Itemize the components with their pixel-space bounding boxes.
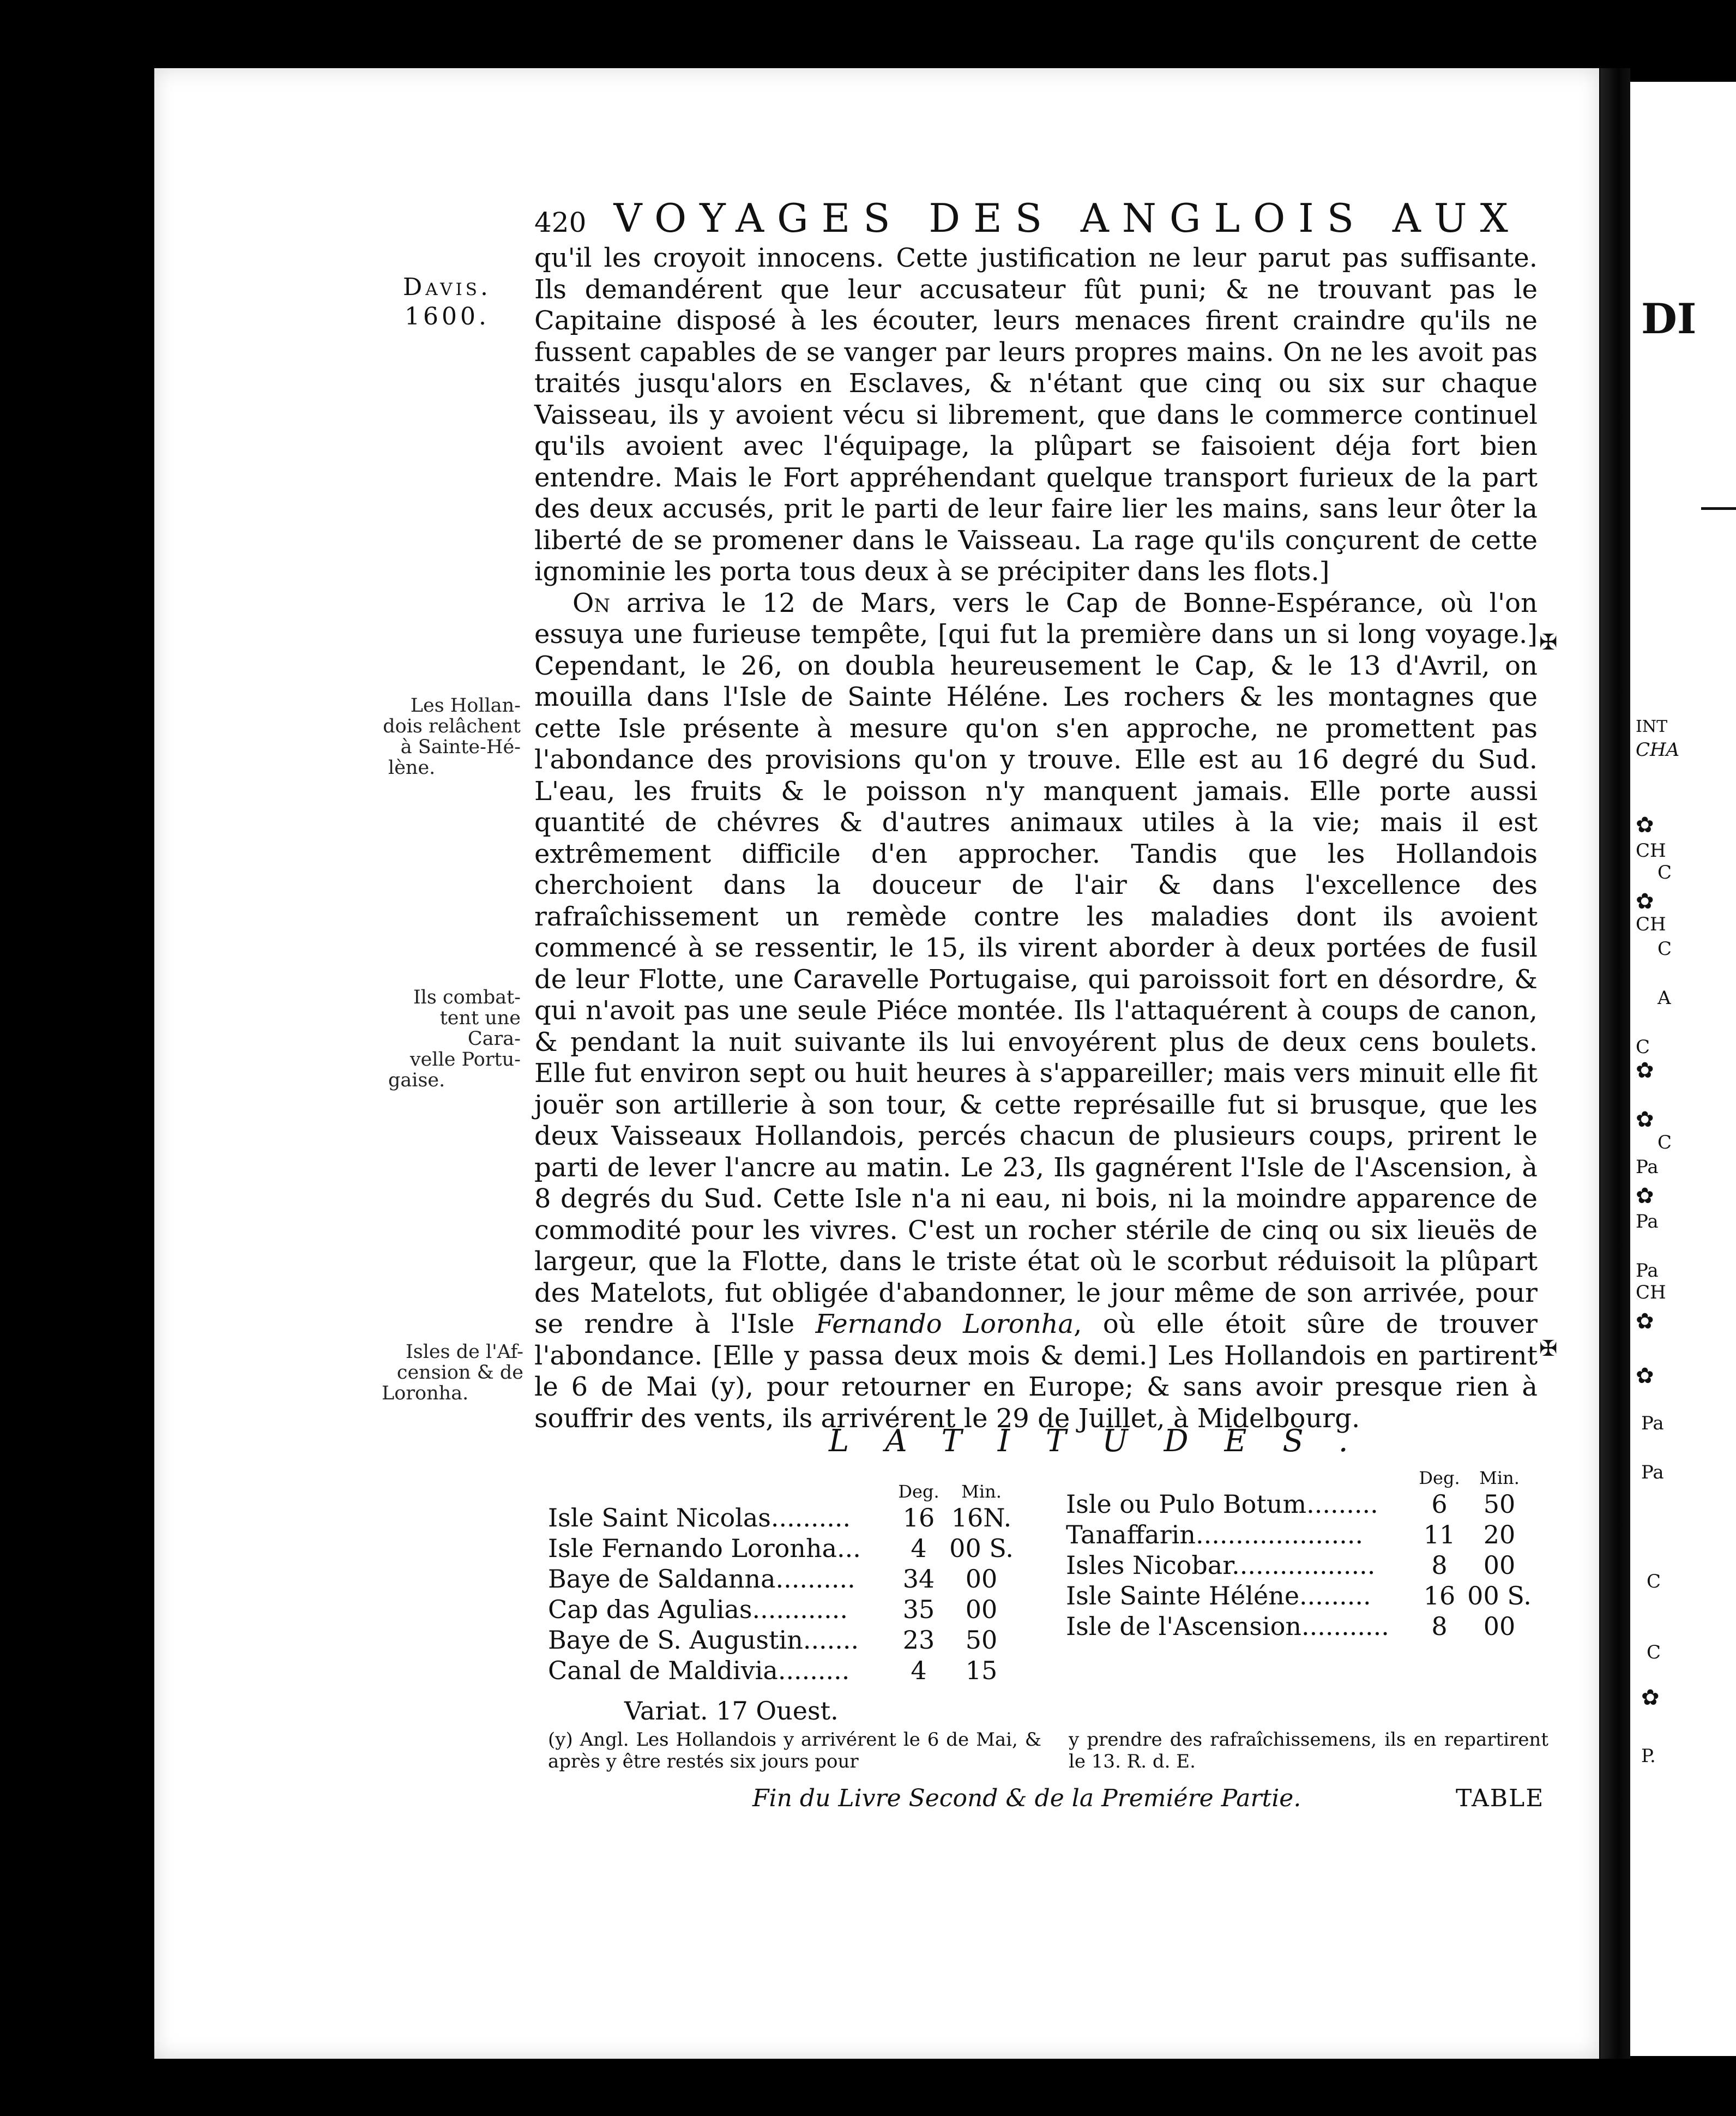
degree-value: 16 bbox=[1423, 1581, 1456, 1610]
minute-value: 50 bbox=[1483, 1489, 1516, 1519]
facing-item: C bbox=[1657, 1132, 1672, 1153]
place-name: Isle de l'Ascension........... bbox=[1066, 1612, 1389, 1641]
table-row bbox=[548, 1594, 1017, 1625]
margin-note-line: Loronha. bbox=[382, 1382, 469, 1404]
catchword: TABLE bbox=[1456, 1784, 1545, 1812]
place-name: Canal de Maldivia......... bbox=[548, 1656, 850, 1685]
place-name: Cap das Agulias............ bbox=[548, 1595, 848, 1624]
latitudes-title: LATITUDES. bbox=[829, 1423, 1384, 1459]
margin-year: 1600. bbox=[405, 303, 490, 330]
margin-note-line: à Sainte-Hé- bbox=[400, 736, 521, 758]
place-name: Isles Nicobar.................. bbox=[1066, 1550, 1376, 1580]
minute-value: 00 bbox=[965, 1595, 998, 1624]
footnote-right: y prendre des rafraîchissemens, ils en repartirent le 13. R. d. E. bbox=[1069, 1729, 1548, 1772]
facing-page-heading: DI bbox=[1641, 294, 1697, 343]
margin-note-line: lène. bbox=[388, 757, 436, 779]
margin-note-line: tent une Cara- bbox=[439, 1007, 521, 1050]
body-text bbox=[534, 243, 1538, 1434]
place-name: Isle Sainte Héléne......... bbox=[1066, 1581, 1371, 1610]
place-name: Isle ou Pulo Botum......... bbox=[1066, 1489, 1378, 1519]
facing-item: P. bbox=[1641, 1745, 1656, 1767]
paragraph-dropcap: On bbox=[572, 587, 611, 618]
place-name: Tanaffarin..................... bbox=[1066, 1520, 1364, 1549]
table-row bbox=[548, 1564, 1017, 1594]
degree-value: 35 bbox=[902, 1595, 935, 1624]
minute-value: 00 bbox=[1483, 1612, 1516, 1641]
cross-mark: ✠ bbox=[1539, 630, 1558, 655]
degree-value: 8 bbox=[1431, 1550, 1448, 1580]
margin-note-caravelle bbox=[382, 987, 521, 1091]
minute-value: 00 S. bbox=[949, 1534, 1014, 1563]
minute-value: 00 bbox=[965, 1564, 998, 1594]
col-deg-header: Deg. bbox=[898, 1481, 939, 1502]
variation-note: Variat. 17 Ouest. bbox=[624, 1696, 839, 1726]
degree-value: 34 bbox=[902, 1564, 935, 1594]
facing-item: CH bbox=[1636, 1282, 1666, 1303]
place-name: Baye de S. Augustin....... bbox=[548, 1625, 859, 1655]
table-row bbox=[1066, 1519, 1535, 1550]
minute-value: 16N. bbox=[951, 1503, 1012, 1532]
facing-item: ✿ bbox=[1636, 813, 1654, 838]
facing-item: CH bbox=[1636, 913, 1666, 935]
minute-value: 15 bbox=[965, 1656, 998, 1685]
facing-item: CHA bbox=[1636, 739, 1680, 761]
degree-value: 4 bbox=[911, 1534, 927, 1563]
facing-item: C bbox=[1647, 1642, 1661, 1663]
margin-note-line: cension & de bbox=[396, 1362, 523, 1384]
paragraph-2 bbox=[534, 588, 1538, 1435]
facing-item: CH bbox=[1636, 840, 1666, 862]
table-row bbox=[1066, 1550, 1535, 1580]
minute-value: 00 S. bbox=[1467, 1581, 1532, 1610]
running-header bbox=[534, 195, 1521, 241]
margin-note-line: gaise. bbox=[388, 1069, 445, 1091]
facing-item: ✿ bbox=[1636, 1058, 1654, 1083]
cross-mark: ✠ bbox=[1539, 1336, 1558, 1361]
degree-value: 4 bbox=[911, 1656, 927, 1685]
margin-note-line: dois relâchent bbox=[383, 716, 521, 737]
col-min-header: Min. bbox=[1479, 1468, 1520, 1488]
table-row bbox=[1066, 1489, 1535, 1519]
degree-value: 11 bbox=[1423, 1520, 1456, 1549]
facing-item: ✿ bbox=[1641, 1685, 1660, 1710]
col-min-header: Min. bbox=[961, 1481, 1002, 1502]
facing-item: C bbox=[1636, 1036, 1650, 1058]
latitudes-table-right bbox=[1066, 1467, 1535, 1642]
margin-note-line: velle Portu- bbox=[409, 1049, 521, 1071]
table-row bbox=[1066, 1611, 1535, 1642]
place-name: Isle Fernando Loronha... bbox=[548, 1534, 861, 1563]
facing-item: A bbox=[1657, 987, 1671, 1009]
margin-author-year bbox=[398, 273, 496, 332]
paragraph-2-italic: Fernando Loronha bbox=[815, 1309, 1074, 1339]
facing-item: Pa bbox=[1641, 1412, 1664, 1434]
margin-note-line: Isles de l'Af- bbox=[405, 1341, 523, 1363]
facing-item: ✿ bbox=[1636, 1107, 1654, 1132]
minute-value: 50 bbox=[965, 1625, 998, 1655]
facing-item: C bbox=[1657, 862, 1672, 883]
facing-item: ✿ bbox=[1636, 1363, 1654, 1388]
facing-item: INT bbox=[1636, 717, 1668, 736]
place-name: Baye de Saldanna.......... bbox=[548, 1564, 855, 1594]
col-deg-header: Deg. bbox=[1419, 1468, 1460, 1488]
paragraph-1: qu'il les croyoit innocens. Cette justification ne leur parut pas suffisante. Ils demandérent que leur accusateur fût puni; & ne trouvant pas le Capitaine disposé à les écouter, leurs menaces firent craindre qu'ils ne fussent capables de se vanger par leurs propres mains. On ne les avoit pas traités jusqu'alors en Esclaves, & n'étant que cinq ou six sur chaque Vaisseau, ils y avoient vécu si librement, que dans le commerce continuel qu'ils avoient avec l'équipage, la plûpart se faisoient déja fort bien entendre. Mais le Fort appréhendant quelque transport furieux de la part des deux accusés, prit le parti de leur faire lier les mains, sans leur ôter la liberté de se promener dans le Vaisseau. La rage qu'ils conçurent de cette ignominie les porta tous deux à se précipiter dans les flots.] bbox=[534, 243, 1538, 587]
footnote-left: (y) Angl. Les Hollandois y arrivérent le 6 de Mai, & après y être restés six jours pour bbox=[548, 1729, 1041, 1772]
paragraph-2-text-b: , où elle étoit sûre de trouver l'abondance. [Elle y passa deux mois & demi.] Les Hollandois en partirent le 6 de Mai (y), pour retourner en Europe; & sans avoir presque rien à souffrir des vents, ils arrivérent le 29 de Juillet, à Midelbourg. bbox=[534, 1309, 1538, 1434]
table-row bbox=[548, 1625, 1017, 1655]
margin-note-line: Ils combat- bbox=[413, 987, 521, 1008]
facing-page-rule bbox=[1701, 507, 1736, 510]
degree-value: 23 bbox=[902, 1625, 935, 1655]
facing-item: ✿ bbox=[1636, 1183, 1654, 1209]
degree-value: 16 bbox=[902, 1503, 935, 1532]
degree-value: 8 bbox=[1431, 1612, 1448, 1641]
paragraph-2-text-a: arriva le 12 de Mars, vers le Cap de Bonne-Espérance, où l'on essuya une furieuse tempête, [qui fut la première dans un si long voyage.] Cependant, le 26, on doubla heureusement le Cap, & le 13 d'Avril, on mouilla dans l'Isle de Sainte Héléne. Les rochers & les montagnes que cette Isle présente à mesure qu'on s'en approche, ne promettent pas l'abondance des provisions qu'on y trouve. Elle est au 16 degré du Sud. L'eau, les fruits & le poisson n'y manquent jamais. Elle porte aussi quantité de chévres & d'autres animaux utiles à la vie; mais il est extrêmement difficile d'en approcher. Tandis que les Hollandois cherchoient dans la douceur de l'air & dans l'excellence des rafraîchissement un remède contre les maladies dont ils avoient commencé à se ressentir, le 15, ils virent aborder à deux portées de fusil de leur Flotte, une Caravelle Portugaise, qui paroissoit fort en désordre, & qui n'avoit pas une seule Piéce montée. Ils l'attaquérent à coups de canon, & pendant la nuit suivante ils lui envoyérent plus de deux cens boulets. Elle fut environ sept ou huit heures à s'appareiller; mais vers minuit elle fit jouër son artillerie à son tour, & cette représaille fut si brusque, que les deux Vaisseaux Hollandois, percés chacun de plusieurs coups, prirent le parti de lever l'ancre au matin. Le 23, Ils gagnérent l'Isle de l'Ascension, à 8 degrés du Sud. Cette Isle n'a ni eau, ni bois, ni la moindre apparence de commodité pour les vivres. C'est un rocher stérile de cinq ou six lieuës de largeur, que la Flotte, dans le triste état où le scorbut réduisoit la plûpart des Matelots, fut obligée d'abandonner, le jour même de son arrivée, pour se rendre à l'Isle bbox=[534, 587, 1538, 1339]
facing-item: Pa bbox=[1636, 1260, 1659, 1282]
facing-item: ✿ bbox=[1636, 889, 1654, 914]
facing-item: ✿ bbox=[1636, 1309, 1654, 1334]
facing-item: C bbox=[1647, 1571, 1661, 1592]
end-of-part-line: Fin du Livre Second & de la Premiére Partie. bbox=[752, 1784, 1301, 1812]
degree-value: 6 bbox=[1431, 1489, 1448, 1519]
facing-page bbox=[1630, 82, 1736, 2056]
margin-note-sainte-helene bbox=[382, 695, 521, 778]
latitudes-table-left bbox=[548, 1481, 1017, 1686]
facing-item: C bbox=[1657, 938, 1672, 960]
page-number: 420 bbox=[534, 207, 587, 238]
minute-value: 00 bbox=[1483, 1550, 1516, 1580]
place-name: Isle Saint Nicolas.......... bbox=[548, 1503, 851, 1532]
margin-author: Davis. bbox=[403, 273, 491, 301]
margin-note-ascension bbox=[376, 1342, 523, 1404]
margin-note-line: Les Hollan- bbox=[410, 695, 521, 717]
minute-value: 20 bbox=[1483, 1520, 1516, 1549]
table-row bbox=[548, 1533, 1017, 1564]
running-title: VOYAGES DES ANGLOIS AUX bbox=[613, 195, 1521, 241]
book-gutter bbox=[1600, 68, 1630, 2059]
table-row bbox=[548, 1502, 1017, 1533]
table-row bbox=[548, 1655, 1017, 1686]
facing-item: Pa bbox=[1636, 1156, 1659, 1178]
facing-item: Pa bbox=[1641, 1462, 1664, 1483]
facing-item: Pa bbox=[1636, 1211, 1659, 1233]
table-row bbox=[1066, 1580, 1535, 1611]
